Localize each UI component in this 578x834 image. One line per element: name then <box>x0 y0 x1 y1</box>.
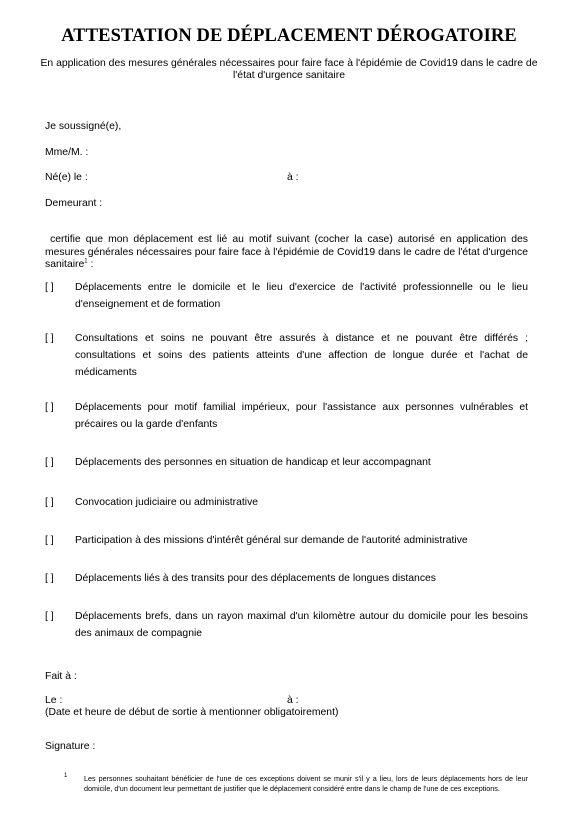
option-professional <box>45 279 528 313</box>
checkbox[interactable]: [ ] <box>45 573 54 584</box>
date-label: Le : <box>45 695 63 706</box>
made-at-label: Fait à : <box>45 671 77 682</box>
checkbox[interactable]: [ ] <box>45 611 54 622</box>
option-transit <box>45 570 528 587</box>
option-judicial <box>45 494 528 511</box>
certification-suffix: : <box>87 259 94 270</box>
option-short-trips <box>45 608 528 642</box>
document-title: ATTESTATION DE DÉPLACEMENT DÉROGATOIRE <box>61 26 517 46</box>
footnote-number: 1 <box>64 773 68 779</box>
option-label: Déplacements liés à des transits pour des déplacements de longues distances <box>75 573 436 584</box>
option-health <box>45 330 528 381</box>
signature-label: Signature : <box>45 741 96 752</box>
checkbox[interactable]: [ ] <box>45 457 54 468</box>
birth-place-label: à : <box>287 172 299 183</box>
option-disability <box>45 454 528 471</box>
certification-paragraph <box>45 234 528 272</box>
checkbox[interactable]: [ ] <box>45 402 54 413</box>
option-label: Consultations et soins ne pouvant être assurés à distance et ne pouvant être différés ; consultations et soins des patients atteints d'une affection de longue durée et l'achat de médicaments <box>75 333 528 378</box>
option-label: Déplacements pour motif familial impérieux, pour l'assistance aux personnes vulnérables et précaires ou la garde d'enfants <box>75 402 528 430</box>
option-general-interest <box>45 532 528 549</box>
checkbox[interactable]: [ ] <box>45 535 54 546</box>
checkbox[interactable]: [ ] <box>45 333 54 344</box>
footnote-text: Les personnes souhaitant bénéficier de l'une de ces exceptions doivent se munir s'il y a lieu, lors de leurs déplacements hors de leur domicile, d'un document leur permettant de justifier que le déplacement considéré entre dans le champ de l'une de ces exceptions. <box>84 774 528 794</box>
option-family <box>45 399 528 433</box>
document-subtitle: En application des mesures générales nécessaires pour faire face à l'épidémie de Covid19 dans le cadre de l'état d'urgence sanitaire <box>40 58 538 81</box>
option-label: Déplacements brefs, dans un rayon maximal d'un kilomètre autour du domicile pour les besoins des animaux de compagnie <box>75 611 528 639</box>
birth-date-label: Né(e) le : <box>45 172 88 183</box>
checkbox[interactable]: [ ] <box>45 497 54 508</box>
date-note: (Date et heure de début de sortie à mentionner obligatoirement) <box>45 707 339 718</box>
undersigned-label: Je soussigné(e), <box>45 121 122 132</box>
time-label: à : <box>287 695 299 706</box>
name-field-label: Mme/M. : <box>45 147 89 158</box>
certification-text: certifie que mon déplacement est lié au motif suivant (cocher la case) autorisé en application des mesures générales nécessaires pour faire face à l'épidémie de Covid19 dans le cadre de l'état d'urgence sanitaire <box>45 234 528 270</box>
option-label: Déplacements entre le domicile et le lieu d'exercice de l'activité professionnelle ou le lieu d'enseignement et de formation <box>75 282 528 310</box>
footnote-reference: 1 <box>84 258 88 265</box>
option-label: Déplacements des personnes en situation de handicap et leur accompagnant <box>75 457 431 468</box>
checkbox[interactable]: [ ] <box>45 282 54 293</box>
option-label: Convocation judiciaire ou administrative <box>75 497 259 508</box>
address-label: Demeurant : <box>45 198 103 209</box>
option-label: Participation à des missions d'intérêt général sur demande de l'autorité administrative <box>75 535 468 546</box>
